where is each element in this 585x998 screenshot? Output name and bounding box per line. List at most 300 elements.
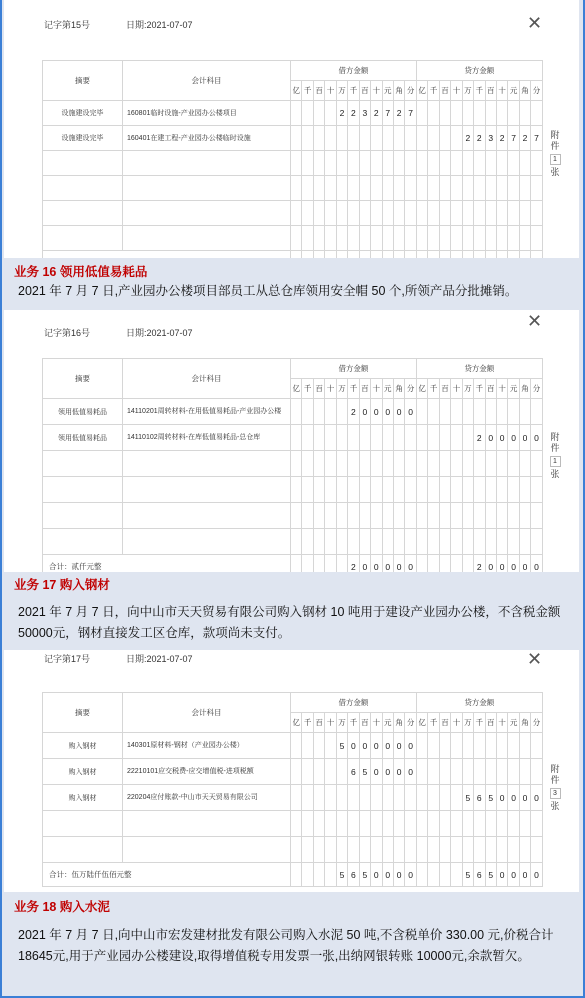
- voucher-table: [42, 692, 543, 887]
- empty-cell: [416, 837, 427, 863]
- voucher-number: 记字第15号: [44, 20, 91, 30]
- empty-cell: [313, 451, 324, 477]
- business-18: [4, 892, 579, 996]
- voucher-15: [4, 0, 579, 258]
- empty-cell: [302, 201, 313, 226]
- empty-cell: [393, 226, 404, 251]
- digit-header: 十: [325, 81, 336, 101]
- empty-cell: [348, 503, 359, 529]
- empty-cell: [371, 201, 382, 226]
- empty-cell: [508, 529, 519, 555]
- empty-cell: [393, 151, 404, 176]
- credit-digit: 0: [508, 785, 519, 811]
- credit-digit: [508, 101, 519, 126]
- empty-cell: [428, 477, 439, 503]
- empty-cell: [474, 837, 485, 863]
- empty-cell: [416, 477, 427, 503]
- business-17: [4, 572, 579, 650]
- debit-digit: [325, 759, 336, 785]
- header-credit: 贷方金额: [416, 693, 542, 713]
- empty-cell: [462, 837, 473, 863]
- header-debit: 借方金额: [291, 61, 417, 81]
- empty-cell: [405, 837, 417, 863]
- total-credit-digit: 0: [496, 863, 507, 887]
- credit-digit: [439, 126, 450, 151]
- empty-cell: [462, 201, 473, 226]
- row-summary: 购入钢材: [43, 733, 123, 759]
- empty-cell: [313, 477, 324, 503]
- credit-digit: 2: [462, 126, 473, 151]
- empty-cell: [485, 503, 496, 529]
- empty-cell: [519, 503, 530, 529]
- total-credit-digit: 0: [496, 555, 507, 579]
- debit-digit: 0: [348, 733, 359, 759]
- empty-cell: [485, 151, 496, 176]
- digit-header: 十: [325, 379, 336, 399]
- digit-header: 十: [371, 81, 382, 101]
- debit-digit: 0: [371, 399, 382, 425]
- empty-cell: [416, 451, 427, 477]
- credit-digit: [462, 399, 473, 425]
- voucher-17: [4, 650, 579, 892]
- credit-digit: 7: [531, 126, 543, 151]
- digit-header: 千: [474, 713, 485, 733]
- total-debit-digit: 2: [348, 555, 359, 579]
- empty-cell: [313, 151, 324, 176]
- debit-digit: 0: [371, 733, 382, 759]
- total-credit-digit: 2: [474, 555, 485, 579]
- table-row: [43, 201, 543, 226]
- empty-cell: [359, 529, 370, 555]
- credit-digit: [462, 101, 473, 126]
- empty-cell: [325, 477, 336, 503]
- digit-header: 亿: [291, 379, 302, 399]
- empty-cell: [451, 811, 462, 837]
- debit-digit: [382, 785, 393, 811]
- empty-cell: [519, 176, 530, 201]
- empty-cell: [43, 226, 123, 251]
- empty-cell: [302, 226, 313, 251]
- empty-cell: [451, 226, 462, 251]
- empty-cell: [313, 226, 324, 251]
- empty-cell: [496, 176, 507, 201]
- credit-digit: [451, 733, 462, 759]
- total-credit-digit: 5: [485, 863, 496, 887]
- empty-cell: [416, 226, 427, 251]
- empty-cell: [519, 451, 530, 477]
- digit-header: 百: [359, 379, 370, 399]
- debit-digit: [325, 126, 336, 151]
- empty-cell: [393, 837, 404, 863]
- empty-cell: [302, 451, 313, 477]
- credit-digit: [416, 785, 427, 811]
- empty-cell: [393, 811, 404, 837]
- digit-header: 万: [462, 713, 473, 733]
- digit-header: 万: [336, 713, 347, 733]
- debit-digit: [291, 785, 302, 811]
- debit-digit: [302, 733, 313, 759]
- header-account: 会计科目: [123, 693, 291, 733]
- credit-digit: 3: [485, 126, 496, 151]
- header-account: 会计科目: [123, 61, 291, 101]
- credit-digit: [428, 785, 439, 811]
- row-account: 22210101应交税费-应交增值税-进项税额: [123, 759, 291, 785]
- credit-digit: 0: [496, 425, 507, 451]
- credit-digit: [451, 399, 462, 425]
- empty-cell: [405, 477, 417, 503]
- empty-cell: [508, 451, 519, 477]
- voucher-number: 记字第16号: [44, 328, 91, 338]
- voucher-number: 记字第17号: [44, 654, 91, 664]
- empty-cell: [348, 811, 359, 837]
- credit-digit: [519, 399, 530, 425]
- table-row: [43, 101, 543, 126]
- empty-cell: [291, 176, 302, 201]
- credit-digit: [496, 101, 507, 126]
- empty-cell: [462, 176, 473, 201]
- credit-digit: 2: [474, 126, 485, 151]
- credit-digit: [474, 101, 485, 126]
- empty-cell: [313, 503, 324, 529]
- empty-cell: [428, 201, 439, 226]
- row-account: 160801临时设施-产业园办公楼项目: [123, 101, 291, 126]
- digit-header: 十: [451, 81, 462, 101]
- credit-digit: [416, 759, 427, 785]
- empty-cell: [428, 811, 439, 837]
- total-debit-digit: [313, 863, 324, 887]
- empty-cell: [405, 503, 417, 529]
- row-summary: 设施建设完毕: [43, 126, 123, 151]
- table-row: [43, 477, 543, 503]
- empty-cell: [325, 811, 336, 837]
- credit-digit: 0: [531, 425, 543, 451]
- row-account: 220204应付账款-中山市天天贸易有限公司: [123, 785, 291, 811]
- credit-digit: [416, 425, 427, 451]
- debit-digit: [382, 126, 393, 151]
- total-credit-digit: [439, 863, 450, 887]
- credit-digit: [451, 425, 462, 451]
- total-debit-digit: [291, 863, 302, 887]
- empty-cell: [393, 529, 404, 555]
- empty-cell: [416, 201, 427, 226]
- digit-header: 十: [496, 81, 507, 101]
- credit-digit: [428, 733, 439, 759]
- empty-cell: [43, 477, 123, 503]
- empty-cell: [325, 529, 336, 555]
- debit-digit: 0: [393, 733, 404, 759]
- empty-cell: [531, 201, 543, 226]
- empty-cell: [371, 226, 382, 251]
- digit-header: 分: [531, 713, 543, 733]
- debit-digit: [371, 425, 382, 451]
- empty-cell: [451, 503, 462, 529]
- empty-cell: [439, 811, 450, 837]
- empty-cell: [451, 451, 462, 477]
- empty-cell: [393, 201, 404, 226]
- digit-header: 十: [451, 379, 462, 399]
- empty-cell: [371, 451, 382, 477]
- empty-cell: [371, 503, 382, 529]
- credit-digit: [519, 759, 530, 785]
- empty-cell: [291, 477, 302, 503]
- digit-header: 十: [451, 713, 462, 733]
- debit-digit: [336, 399, 347, 425]
- debit-digit: 7: [382, 101, 393, 126]
- debit-digit: [313, 126, 324, 151]
- credit-digit: [428, 126, 439, 151]
- credit-digit: [416, 126, 427, 151]
- empty-cell: [123, 176, 291, 201]
- empty-cell: [519, 811, 530, 837]
- empty-cell: [416, 176, 427, 201]
- credit-digit: [428, 399, 439, 425]
- row-account: 140301原材料-钢材（产业园办公楼）: [123, 733, 291, 759]
- empty-cell: [462, 151, 473, 176]
- business-description: 2021 年 7 月 7 日,向中山市宏发建材批发有限公司购入水泥 50 吨,不含税单价 330.00 元,价税合计 18645元,用于产业园办公楼建设,取得增值税专用发票一张,出纳网银转账 10000元,余款暂欠。: [18, 928, 554, 963]
- digit-header: 角: [519, 81, 530, 101]
- empty-cell: [313, 811, 324, 837]
- credit-digit: [485, 101, 496, 126]
- debit-digit: 0: [382, 759, 393, 785]
- empty-cell: [359, 151, 370, 176]
- empty-cell: [348, 201, 359, 226]
- credit-digit: [531, 759, 543, 785]
- credit-digit: [439, 785, 450, 811]
- empty-cell: [382, 529, 393, 555]
- empty-cell: [462, 529, 473, 555]
- empty-cell: [123, 503, 291, 529]
- digit-header: 百: [485, 379, 496, 399]
- empty-cell: [405, 201, 417, 226]
- empty-cell: [531, 837, 543, 863]
- digit-header: 角: [393, 379, 404, 399]
- empty-cell: [439, 529, 450, 555]
- digit-header: 千: [474, 379, 485, 399]
- empty-cell: [474, 811, 485, 837]
- empty-cell: [405, 451, 417, 477]
- empty-cell: [291, 503, 302, 529]
- digit-header: 角: [393, 713, 404, 733]
- debit-digit: [348, 126, 359, 151]
- header-summary: 摘要: [43, 693, 123, 733]
- table-row: [43, 126, 543, 151]
- header-summary: 摘要: [43, 61, 123, 101]
- row-account: 160401在建工程-产业园办公楼临时设施: [123, 126, 291, 151]
- empty-cell: [451, 837, 462, 863]
- credit-digit: [439, 425, 450, 451]
- digit-header: 元: [508, 713, 519, 733]
- header-summary: 摘要: [43, 359, 123, 399]
- empty-cell: [313, 837, 324, 863]
- credit-digit: 0: [485, 425, 496, 451]
- empty-cell: [325, 837, 336, 863]
- total-debit-digit: 5: [336, 863, 347, 887]
- credit-digit: [485, 399, 496, 425]
- empty-cell: [336, 503, 347, 529]
- credit-digit: [428, 101, 439, 126]
- digit-header: 百: [439, 713, 450, 733]
- empty-cell: [428, 176, 439, 201]
- empty-cell: [336, 837, 347, 863]
- empty-cell: [462, 477, 473, 503]
- total-debit-digit: 5: [359, 863, 370, 887]
- total-credit-digit: 0: [519, 863, 530, 887]
- digit-header: 百: [485, 81, 496, 101]
- credit-digit: [439, 399, 450, 425]
- empty-cell: [123, 529, 291, 555]
- empty-cell: [123, 477, 291, 503]
- debit-digit: [382, 425, 393, 451]
- debit-digit: 6: [348, 759, 359, 785]
- empty-cell: [359, 503, 370, 529]
- empty-cell: [336, 201, 347, 226]
- empty-cell: [474, 201, 485, 226]
- empty-cell: [519, 201, 530, 226]
- credit-digit: 0: [496, 785, 507, 811]
- table-row: [43, 399, 543, 425]
- empty-cell: [485, 201, 496, 226]
- empty-cell: [485, 529, 496, 555]
- digit-header: 万: [336, 379, 347, 399]
- debit-digit: 2: [348, 101, 359, 126]
- empty-cell: [371, 837, 382, 863]
- empty-cell: [474, 151, 485, 176]
- debit-digit: [313, 785, 324, 811]
- empty-cell: [43, 837, 123, 863]
- digit-header: 千: [348, 81, 359, 101]
- debit-digit: [371, 126, 382, 151]
- credit-digit: 2: [474, 425, 485, 451]
- empty-cell: [508, 503, 519, 529]
- total-debit-digit: 0: [382, 555, 393, 579]
- digit-header: 百: [439, 379, 450, 399]
- debit-digit: [359, 425, 370, 451]
- close-icon[interactable]: ✕: [527, 13, 543, 33]
- total-debit-digit: 0: [382, 863, 393, 887]
- credit-digit: [462, 425, 473, 451]
- digit-header: 千: [302, 81, 313, 101]
- empty-cell: [439, 176, 450, 201]
- empty-cell: [462, 451, 473, 477]
- empty-cell: [496, 201, 507, 226]
- empty-cell: [519, 529, 530, 555]
- debit-digit: 0: [382, 399, 393, 425]
- empty-cell: [416, 811, 427, 837]
- debit-digit: [291, 399, 302, 425]
- empty-cell: [428, 503, 439, 529]
- empty-cell: [382, 811, 393, 837]
- empty-cell: [508, 837, 519, 863]
- close-icon[interactable]: ✕: [527, 311, 543, 331]
- digit-header: 万: [462, 81, 473, 101]
- empty-cell: [496, 477, 507, 503]
- empty-cell: [291, 226, 302, 251]
- total-debit-digit: 0: [405, 863, 417, 887]
- total-label: 合计：伍万陆仟伍佰元整: [43, 863, 291, 887]
- digit-header: 元: [382, 379, 393, 399]
- credit-digit: [474, 759, 485, 785]
- empty-cell: [416, 529, 427, 555]
- debit-digit: 0: [371, 759, 382, 785]
- credit-digit: [416, 733, 427, 759]
- empty-cell: [359, 451, 370, 477]
- credit-digit: [474, 399, 485, 425]
- business-16: [4, 258, 579, 310]
- empty-cell: [451, 151, 462, 176]
- digit-header: 亿: [416, 379, 427, 399]
- empty-cell: [439, 503, 450, 529]
- total-label: 合计：贰仟元整: [43, 555, 291, 579]
- empty-cell: [485, 811, 496, 837]
- empty-cell: [405, 151, 417, 176]
- total-credit-digit: 0: [531, 863, 543, 887]
- credit-digit: [474, 733, 485, 759]
- digit-header: 百: [359, 81, 370, 101]
- empty-cell: [393, 503, 404, 529]
- debit-digit: 0: [405, 399, 417, 425]
- credit-digit: [531, 399, 543, 425]
- total-debit-digit: [302, 863, 313, 887]
- empty-cell: [291, 529, 302, 555]
- empty-cell: [405, 176, 417, 201]
- total-debit-digit: 0: [393, 863, 404, 887]
- credit-digit: [451, 785, 462, 811]
- digit-header: 百: [313, 81, 324, 101]
- credit-digit: [508, 733, 519, 759]
- debit-digit: [393, 425, 404, 451]
- debit-digit: 0: [393, 759, 404, 785]
- close-icon[interactable]: ✕: [527, 649, 543, 669]
- total-credit-digit: 0: [485, 555, 496, 579]
- debit-digit: [325, 733, 336, 759]
- digit-header: 元: [508, 81, 519, 101]
- debit-digit: [405, 785, 417, 811]
- digit-header: 千: [428, 379, 439, 399]
- table-row: [43, 733, 543, 759]
- empty-cell: [382, 201, 393, 226]
- empty-cell: [485, 477, 496, 503]
- empty-cell: [371, 176, 382, 201]
- empty-cell: [531, 226, 543, 251]
- empty-cell: [336, 176, 347, 201]
- credit-digit: [439, 101, 450, 126]
- empty-cell: [382, 503, 393, 529]
- credit-digit: [428, 425, 439, 451]
- digit-header: 百: [485, 713, 496, 733]
- empty-cell: [439, 477, 450, 503]
- debit-digit: 0: [359, 733, 370, 759]
- digit-header: 千: [348, 713, 359, 733]
- row-summary: 领用低值易耗品: [43, 425, 123, 451]
- empty-cell: [336, 811, 347, 837]
- credit-digit: [531, 733, 543, 759]
- debit-digit: [291, 126, 302, 151]
- empty-cell: [519, 151, 530, 176]
- empty-cell: [474, 226, 485, 251]
- empty-cell: [325, 151, 336, 176]
- table-row: [43, 151, 543, 176]
- empty-cell: [348, 529, 359, 555]
- credit-digit: [485, 759, 496, 785]
- empty-cell: [519, 477, 530, 503]
- table-row: [43, 785, 543, 811]
- empty-cell: [519, 226, 530, 251]
- attachment-count: 附 件 3 张: [550, 764, 560, 811]
- empty-cell: [123, 811, 291, 837]
- row-summary: 购入钢材: [43, 759, 123, 785]
- credit-digit: 2: [519, 126, 530, 151]
- empty-cell: [371, 811, 382, 837]
